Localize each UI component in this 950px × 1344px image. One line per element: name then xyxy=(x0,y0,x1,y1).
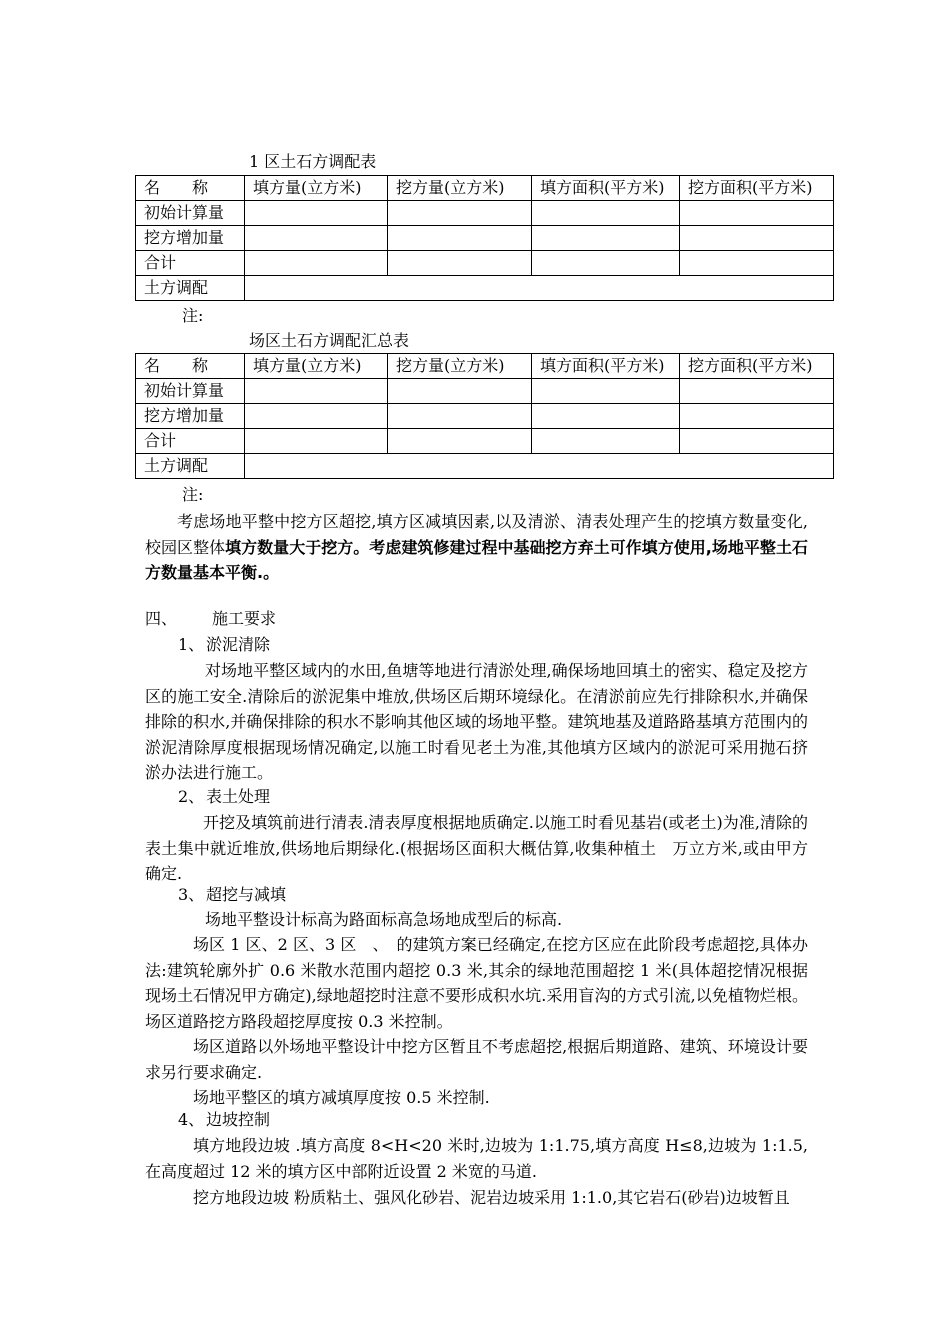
table-row xyxy=(136,226,834,251)
paragraph-elevation: 场地平整设计标高为路面标高急场地成型后的标高. xyxy=(205,910,563,929)
summary-bold-text: 填方数量大于挖方。考虑建筑修建过程中基础挖方弃土可作填方使用,场地平整土石方数量基本平衡.。 xyxy=(145,537,808,582)
empty-cell xyxy=(532,251,680,276)
table-header-row xyxy=(136,354,834,379)
section-number: 四、 xyxy=(145,609,178,628)
row-label: 挖方增加量 xyxy=(136,404,245,429)
paragraph-cut-slope: 挖方地段边坡 粉质粘土、强风化砂岩、泥岩边坡采用 1:1.0,其它岩石(砂岩)边坡暂且 xyxy=(193,1188,790,1207)
row-label: 合计 xyxy=(136,251,245,276)
empty-cell xyxy=(680,404,834,429)
empty-cell xyxy=(245,226,388,251)
table-row xyxy=(136,429,834,454)
empty-cell xyxy=(388,379,532,404)
paragraph-fill-slope: 填方地段边坡 .填方高度 8<H<20 米时,边坡为 1:1.75,填方高度 H≤8,边坡为 1:1.5,在高度超过 12 米的填方区中部附近设置 2 米宽的马道. xyxy=(145,1136,808,1181)
section-title: 施工要求 xyxy=(212,609,277,628)
summary-paragraph xyxy=(145,509,808,586)
empty-cell xyxy=(388,404,532,429)
empty-cell xyxy=(680,429,834,454)
table1 xyxy=(135,175,834,301)
header-cell: 挖方量(立方米) xyxy=(388,354,532,379)
paragraph-sludge: 对场地平整区域内的水田,鱼塘等地进行清淤处理,确保场地回填土的密实、稳定及挖方区的施工安全.清除后的淤泥集中堆放,供场区后期环境绿化。在清淤前应先行排除积水,并确保排除的积水,并确保排除的积水不影响其他区域的场地平整。建筑地基及道路路基填方范围内的淤泥清除厚度根据现场情况确定,以施工时看见老土为准,其他填方区域内的淤泥可采用抛石挤淤办法进行施工。 xyxy=(145,661,808,782)
paragraph-topsoil: 开挖及填筑前进行清表.清表厚度根据地质确定.以施工时看见基岩(或老土)为准,清除的表土集中就近堆放,供场地后期绿化.(根据场区面积大概估算,收集种植土 万立方米,或由甲方确定. xyxy=(145,813,808,883)
table-row xyxy=(136,454,834,479)
empty-cell xyxy=(388,251,532,276)
empty-cell xyxy=(532,226,680,251)
table1-caption: 1 区土石方调配表 xyxy=(249,152,377,171)
table-row xyxy=(136,404,834,429)
row-label: 土方调配 xyxy=(136,454,245,479)
table-row xyxy=(136,276,834,301)
item-title: 表土处理 xyxy=(206,787,271,806)
table-header-row xyxy=(136,176,834,201)
header-cell: 填方量(立方米) xyxy=(245,176,388,201)
item-number: 1、 xyxy=(178,635,205,654)
merged-cell xyxy=(245,276,834,301)
empty-cell xyxy=(245,201,388,226)
empty-cell xyxy=(388,429,532,454)
item-title: 淤泥清除 xyxy=(206,635,271,654)
header-cell: 名 称 xyxy=(136,176,245,201)
empty-cell xyxy=(245,251,388,276)
header-cell: 填方面积(平方米) xyxy=(532,354,680,379)
row-label: 土方调配 xyxy=(136,276,245,301)
item-number: 4、 xyxy=(178,1110,205,1129)
table2-caption: 场区土石方调配汇总表 xyxy=(249,331,410,350)
empty-cell xyxy=(532,404,680,429)
header-cell: 挖方量(立方米) xyxy=(388,176,532,201)
table-row xyxy=(136,251,834,276)
empty-cell xyxy=(680,379,834,404)
header-cell: 填方面积(平方米) xyxy=(532,176,680,201)
item-number: 3、 xyxy=(178,885,205,904)
empty-cell xyxy=(680,201,834,226)
table2 xyxy=(135,353,834,479)
empty-cell xyxy=(245,379,388,404)
summary-text: 考虑场地平整中挖方区超挖,填方区减填因素,以及清淤、清表处理产生的挖填方数量变化,校园区整体 xyxy=(145,512,808,557)
table-row xyxy=(136,379,834,404)
empty-cell xyxy=(245,404,388,429)
paragraph-overdig: 场区 1 区、2 区、3 区 、 的建筑方案已经确定,在挖方区应在此阶段考虑超挖,具体办法:建筑轮廓外扩 0.6 米散水范围内超挖 0.3 米,其余的绿地范围超挖 1 米(具体超挖情况根据现场土石情况甲方确定),绿地超挖时注意不要形成积水坑.采用盲沟的方式引流,以免植物烂根。场区道路挖方路段超挖厚度按 0.3 米控制。 xyxy=(145,935,808,1031)
empty-cell xyxy=(532,429,680,454)
merged-cell xyxy=(245,454,834,479)
paragraph-fill-reduction: 场地平整区的填方减填厚度按 0.5 米控制. xyxy=(193,1088,490,1107)
row-label: 初始计算量 xyxy=(136,379,245,404)
table2-note: 注: xyxy=(182,485,204,504)
row-label: 初始计算量 xyxy=(136,201,245,226)
empty-cell xyxy=(532,201,680,226)
row-label: 合计 xyxy=(136,429,245,454)
empty-cell xyxy=(532,379,680,404)
table-row xyxy=(136,201,834,226)
empty-cell xyxy=(388,226,532,251)
row-label: 挖方增加量 xyxy=(136,226,245,251)
header-cell: 挖方面积(平方米) xyxy=(680,176,834,201)
header-cell: 填方量(立方米) xyxy=(245,354,388,379)
paragraph-road: 场区道路以外场地平整设计中挖方区暂且不考虑超挖,根据后期道路、建筑、环境设计要求另行要求确定. xyxy=(145,1037,808,1082)
item-title: 边坡控制 xyxy=(206,1110,271,1129)
empty-cell xyxy=(680,251,834,276)
empty-cell xyxy=(245,429,388,454)
item-title: 超挖与减填 xyxy=(206,885,287,904)
item-number: 2、 xyxy=(178,787,205,806)
table1-note: 注: xyxy=(182,306,204,325)
header-cell: 挖方面积(平方米) xyxy=(680,354,834,379)
empty-cell xyxy=(388,201,532,226)
empty-cell xyxy=(680,226,834,251)
header-cell: 名 称 xyxy=(136,354,245,379)
